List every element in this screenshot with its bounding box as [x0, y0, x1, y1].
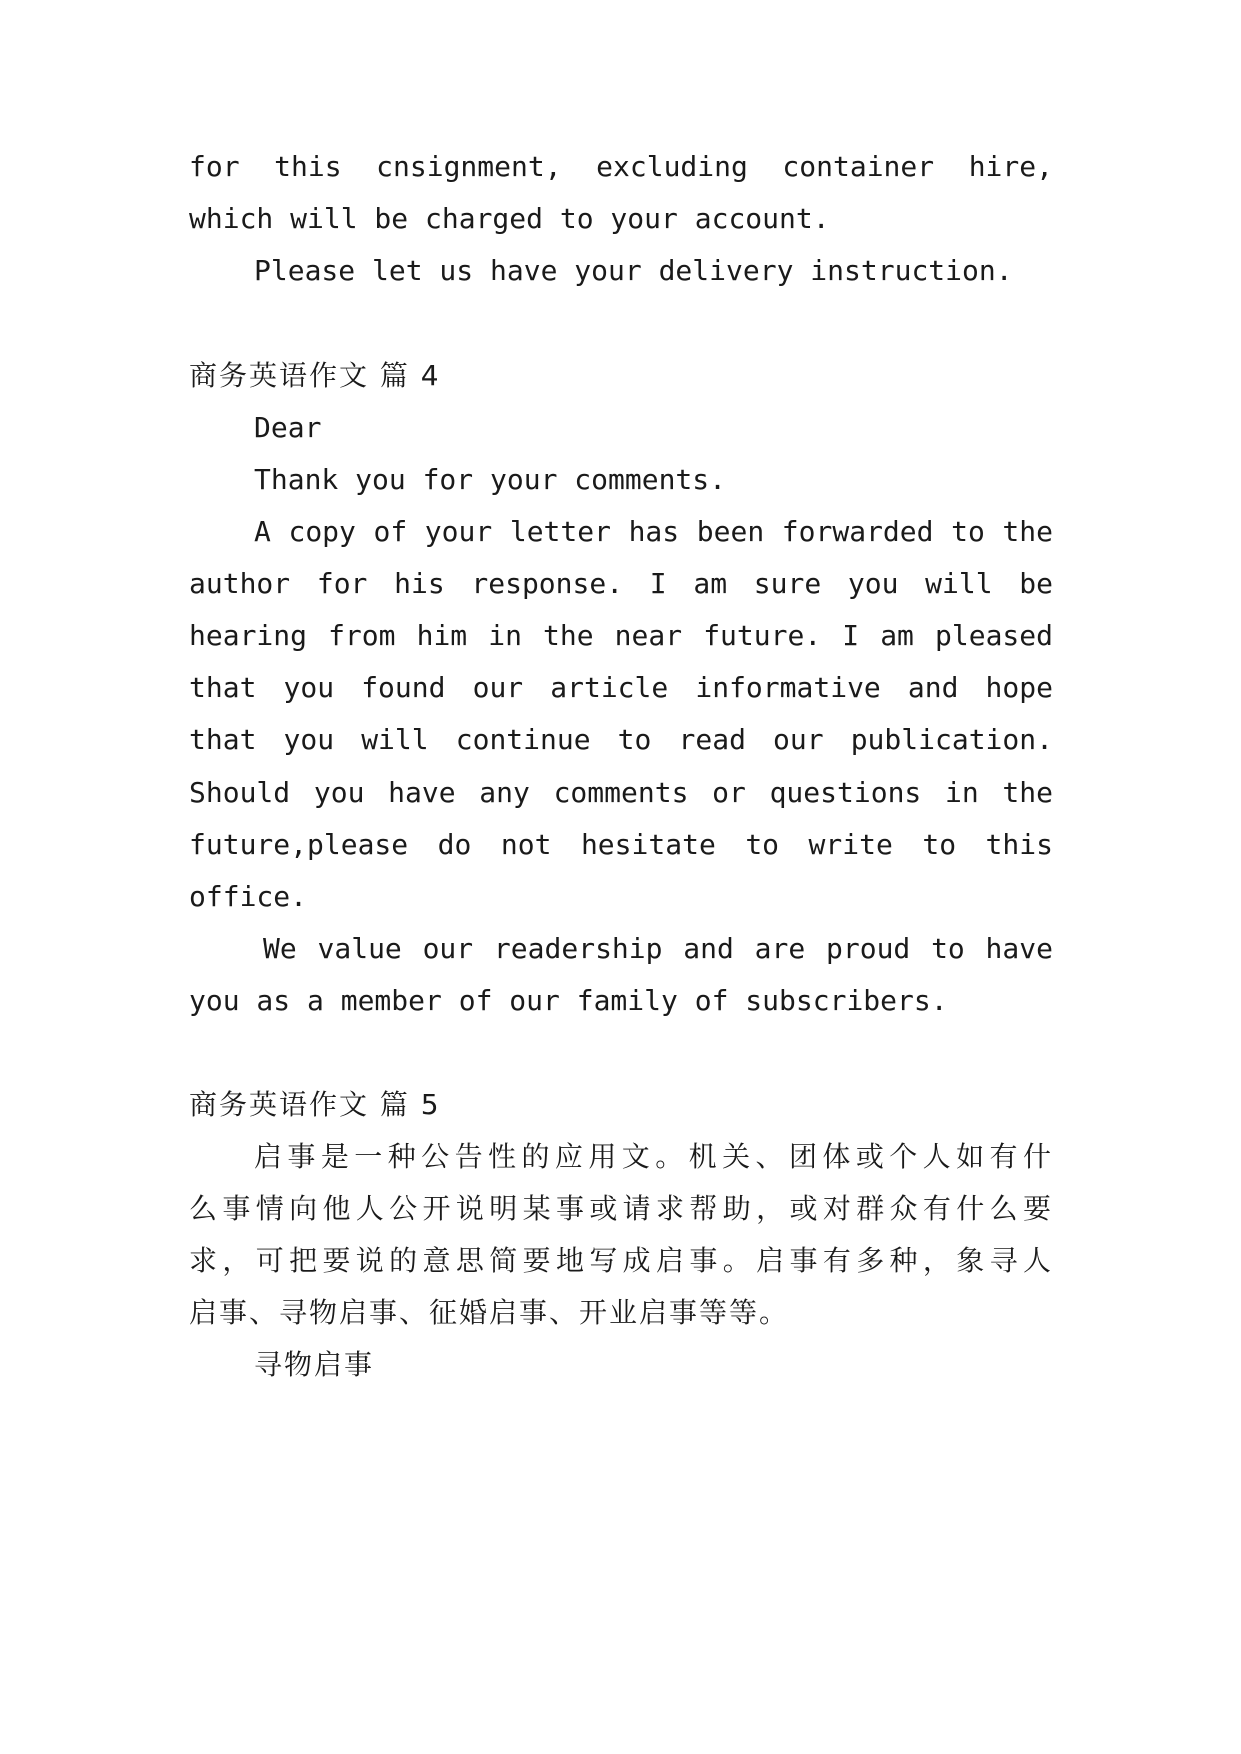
- body-text-line: hearing from him in the near future. I am pleased: [189, 619, 1053, 652]
- body-text-line: for this cnsignment, excluding container hire,: [189, 150, 1053, 183]
- body-text-line: 启事是一种公告性的应用文。机关、团体或个人如有什: [254, 1140, 1053, 1173]
- body-text-line: office.: [189, 880, 308, 913]
- body-text-line: Please let us have your delivery instruction.: [254, 254, 1013, 287]
- body-text-line: that you will continue to read our publication.: [189, 723, 1053, 756]
- body-text-line: A copy of your letter has been forwarded to the: [254, 515, 1053, 548]
- body-text-line: you as a member of our family of subscribers.: [189, 984, 948, 1017]
- section-heading: 商务英语作文 篇 4: [189, 359, 441, 392]
- body-text-line: 么事情向他人公开说明某事或请求帮助，或对群众有什么要: [189, 1192, 1053, 1225]
- subheading: 寻物启事: [254, 1348, 375, 1381]
- body-text-line: 启事、寻物启事、征婚启事、开业启事等等。: [189, 1296, 790, 1329]
- body-text-line: 求，可把要说的意思简要地写成启事。启事有多种，象寻人: [189, 1244, 1053, 1277]
- salutation: Dear: [254, 411, 322, 444]
- body-text-line: that you found our article informative and hope: [189, 671, 1053, 704]
- body-text-line: author for his response. I am sure you will be: [189, 567, 1053, 600]
- section-heading: 商务英语作文 篇 5: [189, 1088, 441, 1121]
- body-text-line: Should you have any comments or questions in the: [189, 776, 1053, 809]
- body-text-line: which will be charged to your account.: [189, 202, 830, 235]
- body-text-line: Thank you for your comments.: [254, 463, 727, 496]
- body-text-line: We value our readership and are proud to have: [263, 932, 1053, 965]
- body-text-line: future,please do not hesitate to write to this: [189, 828, 1053, 861]
